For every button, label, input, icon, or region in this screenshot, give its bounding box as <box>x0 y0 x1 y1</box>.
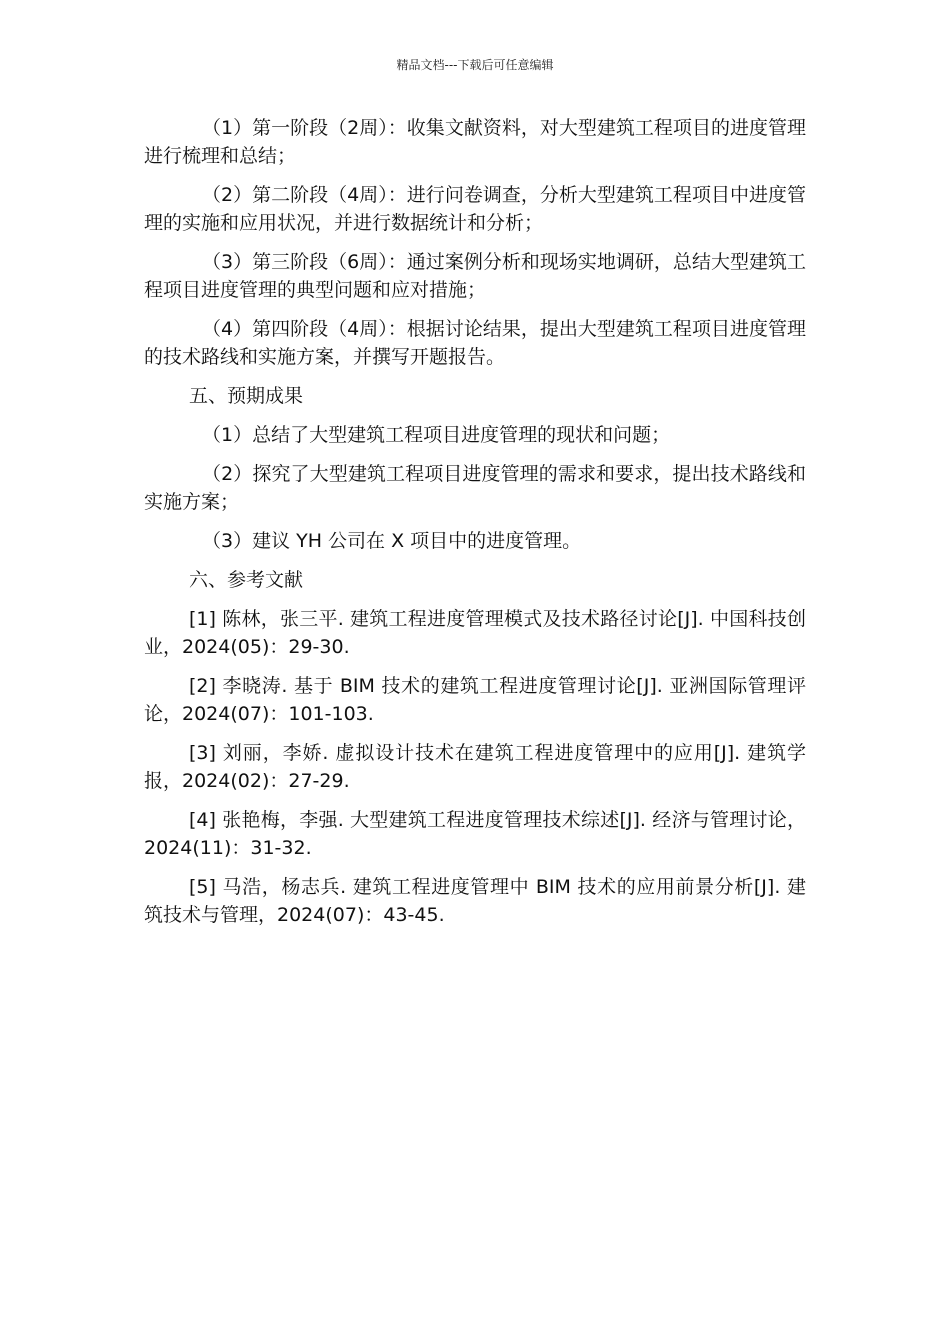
schedule-phase-2: （2）第二阶段（4周）：进行问卷调查，分析大型建筑工程项目中进度管理的实施和应用状况，并进行数据统计和分析； <box>144 184 806 234</box>
outcome-item-2: （2）探究了大型建筑工程项目进度管理的需求和要求，提出技术路线和实施方案； <box>144 463 806 513</box>
reference-item-4: [4] 张艳梅，李强. 大型建筑工程进度管理技术综述[J]. 经济与管理讨论，2024(11)：31-32. <box>144 809 806 859</box>
references-heading: 六、参考文献 <box>189 569 304 591</box>
schedule-phase-1: （1）第一阶段（2周）：收集文献资料，对大型建筑工程项目的进度管理进行梳理和总结； <box>144 117 806 167</box>
outcome-item-3: （3）建议 YH 公司在 X 项目中的进度管理。 <box>202 530 582 552</box>
page-header: 精品文档---下载后可任意编辑 <box>396 58 554 72</box>
outcome-item-1: （1）总结了大型建筑工程项目进度管理的现状和问题； <box>202 424 671 446</box>
reference-item-3: [3] 刘丽，李娇. 虚拟设计技术在建筑工程进度管理中的应用[J]. 建筑学报，2024(02)：27-29. <box>144 742 806 792</box>
document-body <box>144 114 806 940</box>
reference-item-2: [2] 李晓涛. 基于 BIM 技术的建筑工程进度管理讨论[J]. 亚洲国际管理评论，2024(07)：101-103. <box>144 675 806 725</box>
reference-item-5: [5] 马浩，杨志兵. 建筑工程进度管理中 BIM 技术的应用前景分析[J]. 建筑技术与管理，2024(07)：43-45. <box>144 876 806 926</box>
outcomes-heading: 五、预期成果 <box>189 385 304 407</box>
schedule-phase-4: （4）第四阶段（4周）：根据讨论结果，提出大型建筑工程项目进度管理的技术路线和实施方案，并撰写开题报告。 <box>144 318 806 368</box>
reference-item-1: [1] 陈林，张三平. 建筑工程进度管理模式及技术路径讨论[J]. 中国科技创业，2024(05)：29-30. <box>144 608 806 658</box>
schedule-phase-3: （3）第三阶段（6周）：通过案例分析和现场实地调研，总结大型建筑工程项目进度管理的典型问题和应对措施； <box>144 251 806 301</box>
